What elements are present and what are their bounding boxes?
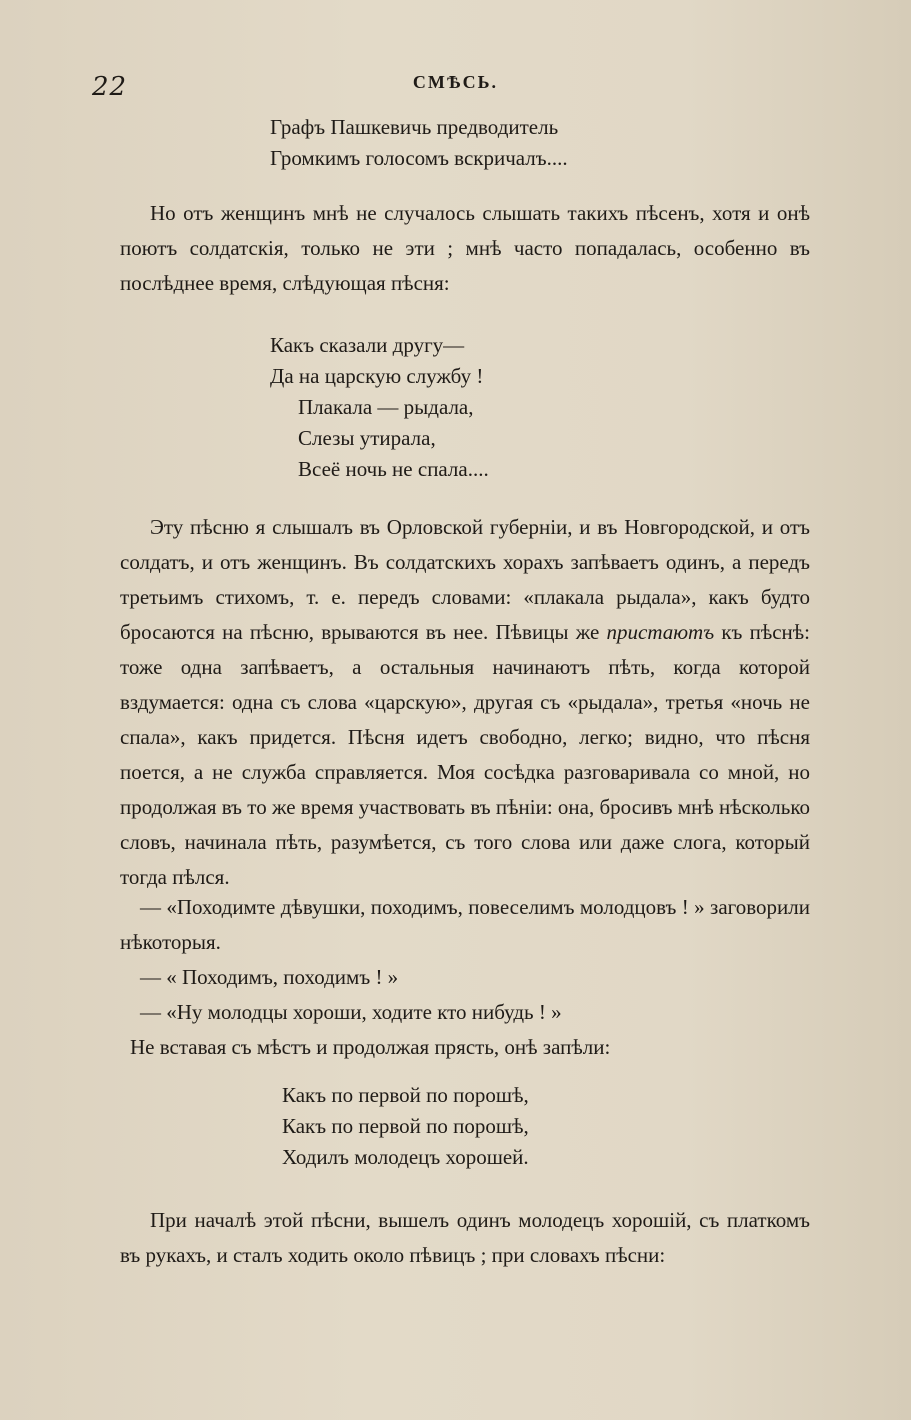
verse-block-1 [270,112,568,174]
emphasis-word: пристаютъ [606,620,715,644]
verse-block-3 [282,1080,529,1173]
paragraph-2-part-2: къ пѣснѣ: тоже одна запѣваетъ, а остальныя начинаютъ пѣть, когда которой вздумается: одна съ слова «царскую», другая съ «рыдала», третья «ночь не спала», какъ придется. Пѣсня идетъ свободно, легко; видно, что пѣсня поется, а не служба справляется. Моя сосѣдка разговаривала со мной, но продолжая въ то же время участвовать въ пѣніи: она, бросивъ мнѣ нѣсколько словъ, начинала пѣть, разумѣется, съ того слова или даже слога, который тогда пѣлся. [120,620,811,889]
verse-line: Всеё ночь не спала.... [298,457,489,481]
paragraph-2-part-1: Эту пѣсню я слышалъ въ Орловской губерніи, и въ Новгородской, и отъ солдатъ, и отъ женщинъ. Въ солдатскихъ хорахъ запѣваетъ одинъ, а передъ третьимъ стихомъ, т. е. передъ словами: «плакала рыдала», какъ будто бросаются на пѣсню, врываются въ нее. Пѣвицы же [120,515,810,644]
paragraph-1: Но отъ женщинъ мнѣ не случалось слышать такихъ пѣсенъ, хотя и онѣ поютъ солдатскія, только не эти ; мнѣ часто попадалась, особенно въ послѣднее время, слѣдующая пѣсня: [120,201,810,295]
paragraph-4: При началѣ этой пѣсни, вышелъ одинъ молодецъ хорошій, съ платкомъ въ рукахъ, и сталъ ходить около пѣвицъ ; при словахъ пѣсни: [120,1208,810,1267]
verse-line: Ходилъ молодецъ хорошей. [282,1145,529,1169]
page-number: 22 [92,72,128,102]
verse-line: Слезы утирала, [298,426,436,450]
paragraph-2 [120,510,810,895]
verse-line: Да на царскую службу ! [270,364,484,388]
dialogue-line: — «Ну молодцы хороши, ходите кто нибудь ! » [140,1000,562,1024]
verse-line: Какъ по первой по порошѣ, [282,1114,529,1138]
paragraph-3: Не вставая съ мѣстъ и продолжая прясть, онѣ запѣли: [130,1035,611,1059]
verse-line: Плакала — рыдала, [298,395,474,419]
verse-line: Графъ Пашкевичь предводитель [270,115,559,139]
verse-block-2 [270,330,489,485]
dialogue-line: — «Походимте дѣвушки, походимъ, повеселимъ молодцовъ ! » заговорили нѣкоторыя. [120,895,810,954]
dialogue-block [120,890,810,1065]
verse-line: Какъ по первой по порошѣ, [282,1083,529,1107]
running-title: СМѢСЬ. [412,72,499,92]
verse-line: Громкимъ голосомъ вскричалъ.... [270,146,568,170]
dialogue-line: — « Походимъ, походимъ ! » [140,965,399,989]
verse-line: Какъ сказали другу— [270,333,465,357]
